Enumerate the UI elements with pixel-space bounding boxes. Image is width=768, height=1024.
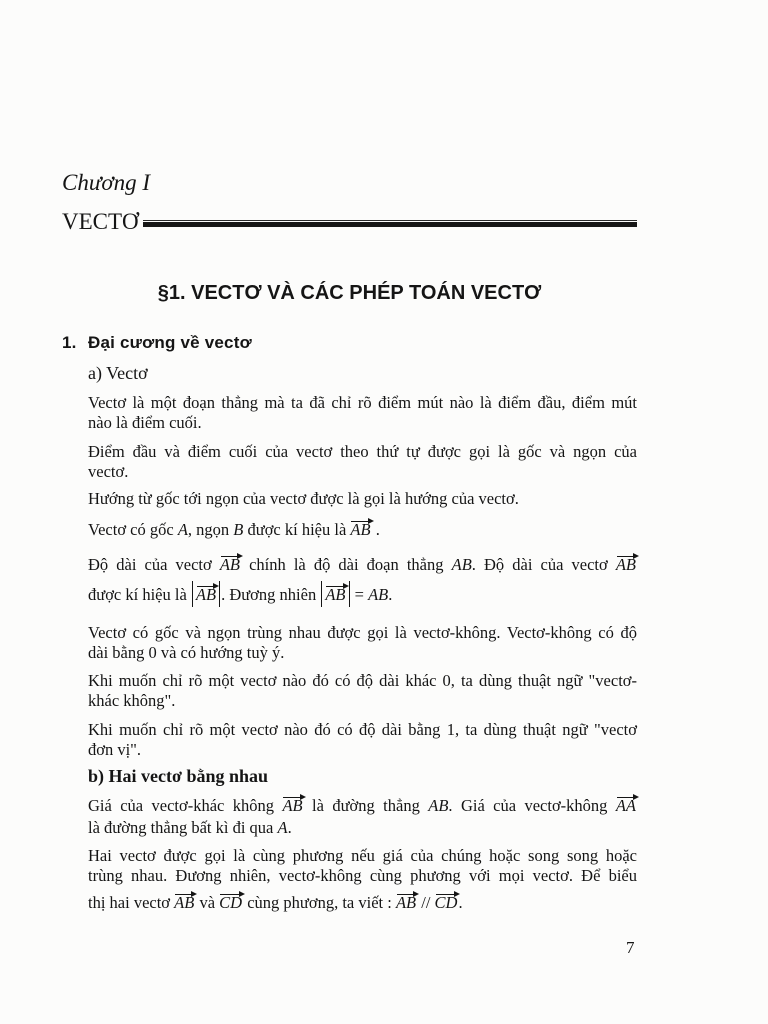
paragraph <box>88 846 637 913</box>
text-line <box>88 846 637 866</box>
point-label: AB <box>368 585 389 604</box>
vector-length <box>192 581 220 607</box>
vector-symbol: AB <box>195 585 217 604</box>
text-run: = <box>350 585 369 604</box>
chapter-title: VECTƠ <box>62 209 139 234</box>
text-line <box>88 740 637 760</box>
vector-symbol: AB <box>350 520 371 539</box>
point-label: A <box>277 818 288 837</box>
text-line <box>88 795 637 817</box>
text-run: được kí hiệu là <box>243 520 351 539</box>
text-line <box>88 550 637 580</box>
subsection-number: 1. <box>62 333 77 352</box>
paragraph <box>88 550 637 610</box>
text-run: được kí hiệu là <box>88 585 191 604</box>
paragraph <box>88 393 637 433</box>
text-line <box>88 691 637 711</box>
text-run: . <box>458 893 463 912</box>
text-run: là đường thẳng <box>303 796 429 815</box>
point-label: AB <box>451 555 472 574</box>
text-run: Độ dài của vectơ <box>88 555 220 574</box>
text-line <box>88 580 637 610</box>
text-run: trùng nhau. Đương nhiên, vectơ-không cùng phương với mọi vectơ. Để biểu <box>88 866 637 885</box>
text-line <box>88 866 637 886</box>
text-run: chính là độ dài đoạn thẳng <box>240 555 452 574</box>
text-line <box>88 393 637 413</box>
text-line <box>88 520 637 540</box>
page-number: 7 <box>626 938 635 957</box>
text-run: . <box>371 520 380 539</box>
text-run: khác không". <box>88 691 176 710</box>
text-line <box>88 893 637 913</box>
chapter-label: Chương I <box>62 170 151 195</box>
text-run: . <box>388 585 393 604</box>
text-run: Vectơ có gốc và ngọn trùng nhau được gọi là vectơ-không. Vectơ-không có độ <box>88 623 637 642</box>
text-line <box>88 720 637 740</box>
paragraph <box>88 720 637 760</box>
paragraph <box>88 489 637 509</box>
text-run: cùng phương, ta viết : <box>243 893 396 912</box>
text-run: nào là điểm cuối. <box>88 413 202 432</box>
text-run: và <box>195 893 220 912</box>
vector-length <box>321 581 349 607</box>
vector-symbol: AB <box>325 585 346 604</box>
subsection-title: Đại cương về vectơ <box>88 333 252 352</box>
point-label: A <box>177 520 188 539</box>
paragraph <box>88 520 637 540</box>
text-line <box>88 489 637 509</box>
chapter-title-rule <box>143 220 637 227</box>
text-run: . Đương nhiên <box>221 585 321 604</box>
section-title: §1. VECTƠ VÀ CÁC PHÉP TOÁN VECTƠ <box>157 282 542 304</box>
text-run: thị hai vectơ <box>88 893 175 912</box>
paragraph <box>88 671 637 711</box>
text-run: . Độ dài của vectơ <box>471 555 616 574</box>
vector-symbol: AB <box>174 893 195 912</box>
text-run: Giá của vectơ-khác không <box>88 796 283 815</box>
paragraph <box>88 623 637 663</box>
vector-symbol: AB <box>219 555 240 574</box>
vector-symbol: AB <box>282 796 303 815</box>
text-run: Vectơ có gốc <box>88 520 178 539</box>
text-run: // <box>417 893 435 912</box>
text-line <box>88 442 637 462</box>
part-a-heading: a) Vectơ <box>88 363 148 383</box>
subsection-heading <box>62 332 252 354</box>
paragraph <box>88 442 637 482</box>
point-label: B <box>233 520 244 539</box>
text-line <box>88 817 637 839</box>
text-run: vectơ. <box>88 462 129 481</box>
text-run: Khi muốn chỉ rõ một vectơ nào đó có độ dài bằng 1, ta dùng thuật ngữ "vectơ <box>88 720 637 739</box>
paragraph <box>88 795 637 839</box>
text-run: . <box>287 818 292 837</box>
part-b-heading: b) Hai vectơ bằng nhau <box>88 766 268 786</box>
text-run: Khi muốn chỉ rõ một vectơ nào đó có độ dài khác 0, ta dùng thuật ngữ "vectơ- <box>88 671 637 690</box>
text-line <box>88 623 637 643</box>
text-run: đơn vị". <box>88 740 142 759</box>
text-run: Điểm đầu và điểm cuối của vectơ theo thứ tự được gọi là gốc và ngọn của <box>88 442 637 461</box>
text-run: là đường thẳng bất kì đi qua <box>88 818 278 837</box>
text-line <box>88 462 637 482</box>
point-label: AB <box>428 796 449 815</box>
vector-symbol: AA <box>615 796 636 815</box>
text-run: . Giá của vectơ-không <box>448 796 616 815</box>
text-line <box>88 643 637 663</box>
text-line <box>88 671 637 691</box>
vector-symbol: AB <box>615 555 636 574</box>
text-run: , ngọn <box>187 520 234 539</box>
vector-symbol: CD <box>434 893 458 912</box>
text-run: Hai vectơ được gọi là cùng phương nếu giá của chúng hoặc song song hoặc <box>88 846 637 865</box>
text-run: Vectơ là một đoạn thẳng mà ta đã chỉ rõ điểm mút nào là điểm đầu, điểm mút <box>88 393 637 412</box>
vector-symbol: AB <box>395 893 417 912</box>
vector-symbol: CD <box>219 893 243 912</box>
text-line <box>88 413 637 433</box>
text-run: dài bằng 0 và có hướng tuỳ ý. <box>88 643 285 662</box>
text-run: Hướng từ gốc tới ngọn của vectơ được là gọi là hướng của vectơ. <box>88 489 519 508</box>
